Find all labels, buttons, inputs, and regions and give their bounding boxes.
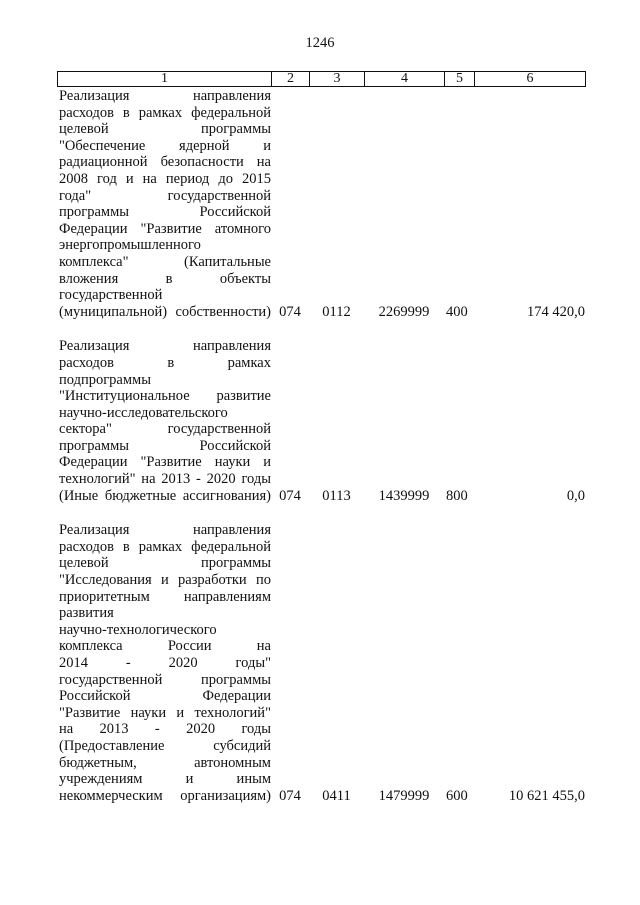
description-line: Федерации "Развитие атомного	[59, 220, 271, 237]
description-line: Реализация направления	[59, 522, 271, 539]
description-line: "Исследования и разработки по	[59, 572, 271, 589]
description-line: программы Российской	[59, 204, 271, 221]
description-line: расходов в рамках федеральной	[59, 104, 271, 121]
description-line: подпрограммы	[59, 371, 151, 388]
description-line: на 2013 - 2020 годы	[59, 721, 271, 738]
description-line: комплекса России на	[59, 638, 271, 655]
description-line: Реализация направления	[59, 338, 271, 355]
amount-value: 10 621 455,0	[508, 787, 585, 804]
amount-value: 0,0	[566, 487, 585, 504]
description-line: сектора" государственной	[59, 421, 271, 438]
section-code: 0113	[322, 487, 351, 504]
row-description	[57, 88, 271, 320]
amount-value: 174 420,0	[527, 303, 585, 320]
description-line: года" государственной	[59, 187, 271, 204]
description-line: учреждениям и иным	[59, 771, 271, 788]
column-header-1: 1	[58, 72, 272, 87]
description-line: государственной	[59, 287, 163, 304]
target-article-code: 1479999	[378, 787, 430, 804]
description-line: приоритетным направлениям	[59, 588, 271, 605]
table-body	[57, 88, 585, 804]
description-line: целевой программы	[59, 555, 271, 572]
description-line: 2014 - 2020 годы"	[59, 655, 271, 671]
ministry-code: 074	[279, 487, 301, 504]
target-article-code: 1439999	[378, 487, 430, 504]
table-row	[57, 522, 585, 804]
column-header-5: 5	[445, 72, 475, 87]
expense-type-code: 600	[446, 787, 468, 804]
target-article-code: 2269999	[378, 303, 430, 320]
expense-type-code: 400	[446, 303, 468, 320]
description-line: (муниципальной) собственности)	[59, 303, 271, 320]
description-line: "Развитие науки и технологий"	[59, 704, 271, 721]
description-line: развития	[59, 605, 114, 622]
ministry-code: 074	[279, 787, 301, 804]
section-code: 0411	[322, 787, 351, 804]
column-header-6: 6	[475, 72, 586, 87]
description-line: научно-технологического	[59, 621, 217, 638]
description-line: целевой программы	[59, 121, 271, 138]
description-line: Федерации "Развитие науки и	[59, 454, 271, 471]
section-code: 0112	[322, 303, 351, 320]
description-line: "Обеспечение ядерной и	[59, 137, 271, 154]
row-description	[57, 338, 271, 504]
description-line: комплекса" (Капитальные	[59, 253, 271, 270]
description-line: некоммерческим организациям)	[59, 787, 271, 804]
description-line: (Предоставление субсидий	[59, 737, 271, 754]
description-line: (Иные бюджетные ассигнования)	[59, 487, 271, 504]
column-header-table	[57, 71, 586, 87]
description-line: энергопромышленного	[59, 237, 201, 254]
column-header-3: 3	[310, 72, 365, 87]
row-description	[57, 522, 271, 804]
table-row	[57, 338, 585, 504]
description-line: вложения в объекты	[59, 270, 271, 287]
description-line: программы Российской	[59, 437, 271, 454]
ministry-code: 074	[279, 303, 301, 320]
page-number: 1246	[305, 35, 335, 51]
description-line: бюджетным, автономным	[59, 754, 271, 771]
description-line: 2008 год и на период до 2015	[59, 170, 271, 187]
description-line: расходов в рамках	[59, 354, 271, 371]
column-header-2: 2	[272, 72, 310, 87]
description-line: расходов в рамках федеральной	[59, 538, 271, 555]
table-row	[57, 88, 585, 320]
description-line: Российской Федерации	[59, 688, 271, 705]
description-line: научно-исследовательского	[59, 404, 228, 421]
description-line: радиационной безопасности на	[59, 154, 271, 171]
description-line: "Институциональное развитие	[59, 388, 271, 405]
column-header-4: 4	[365, 72, 445, 87]
description-line: Реализация направления	[59, 88, 271, 104]
description-line: государственной программы	[59, 671, 271, 688]
expense-type-code: 800	[446, 487, 468, 504]
description-line: технологий" на 2013 - 2020 годы	[59, 471, 271, 488]
